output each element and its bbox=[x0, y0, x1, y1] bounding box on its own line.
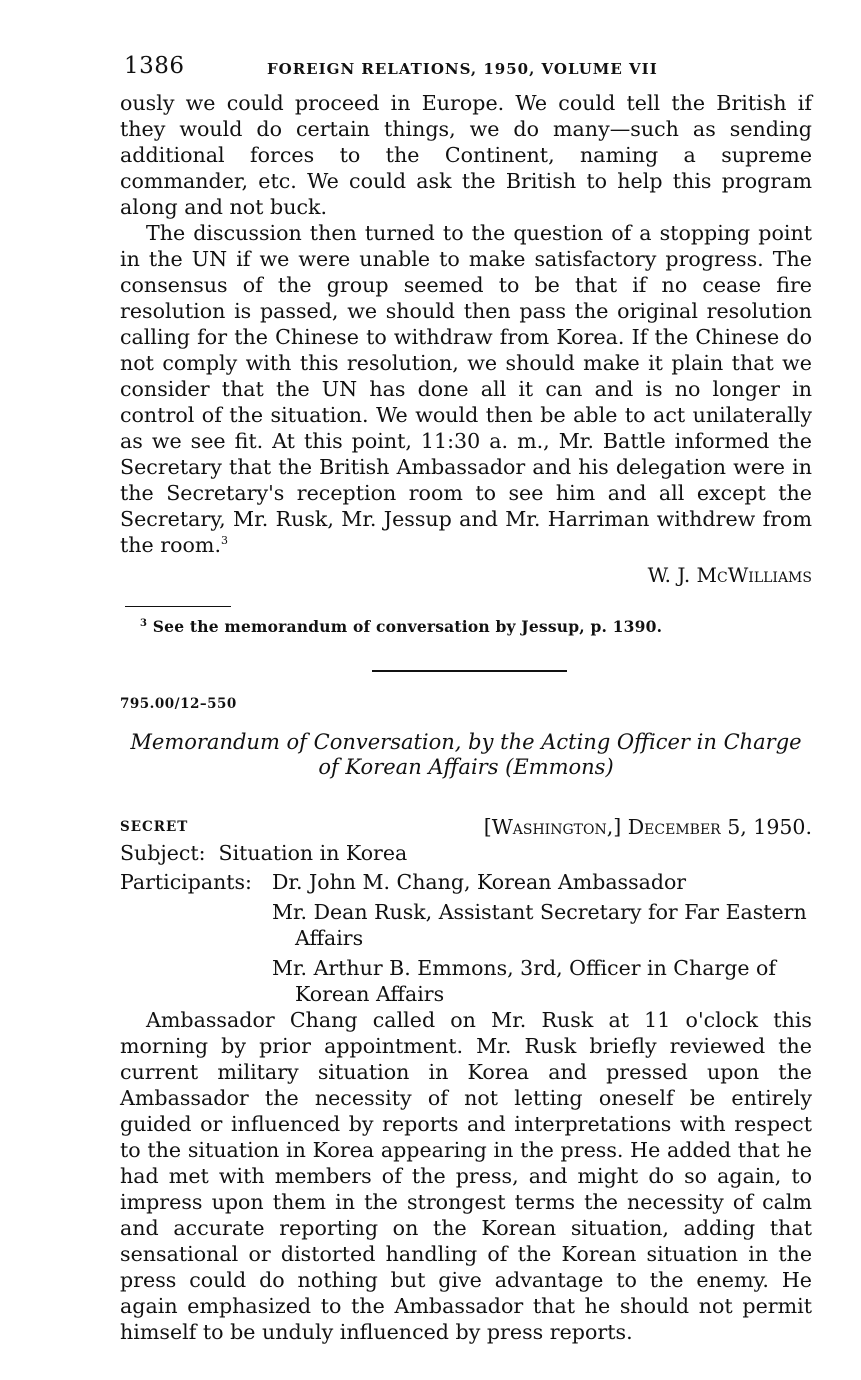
signature: W. J. McWilliams bbox=[647, 563, 812, 587]
footnote-reference: 3 bbox=[221, 534, 228, 548]
discussion-paragraph: The discussion then turned to the question of a stopping point in the UN if we were unable to make satisfactory progress. The consensus of the group seemed to be that if no cease fire resolution is passed, we should then pass the original resolution calling for the Chinese to withdraw from Korea. If the Chinese do not comply with this resolution, we should make it plain that we consider that the UN has done all it can and is no longer in control of the situation. We would then be able to act unilaterally as we see fit. At this point, 11:30 a. m., Mr. Battle informed the Secretary that the British Ambassador and his delegation were in the Secretary's reception room to see him and all except the Secretary, Mr. Rusk, Mr. Jessup and Mr. Harriman withdrew from the room.$^3$ bbox=[120, 221, 812, 557]
place-date: [Washington,] December 5, 1950. bbox=[483, 815, 812, 839]
document-title: Memorandum of Conversation, by the Acting Officer in Charge of Korean Affairs (Emmons) bbox=[130, 730, 802, 779]
participant-item: Mr. Arthur B. Emmons, 3rd, Officer in Charge of Korean Affairs bbox=[272, 956, 776, 1006]
document-page bbox=[120, 50, 812, 1345]
subject-value: Situation in Korea bbox=[218, 841, 408, 865]
classification-date-row bbox=[120, 814, 812, 840]
section-divider bbox=[372, 670, 567, 672]
footnote-text: See the memorandum of conversation by Jessup, p. 1390. bbox=[152, 617, 663, 636]
participant-item: Mr. Dean Rusk, Assistant Secretary for Far Eastern Affairs bbox=[272, 900, 807, 950]
subject-label: Subject: bbox=[120, 841, 206, 865]
continued-paragraph: ously we could proceed in Europe. We could tell the British if they would do certain things, we do many—such as sending additional forces to the Continent, naming a supreme commander, etc. We could ask the British to help this program along and not buck. bbox=[120, 91, 812, 219]
participants-block bbox=[120, 869, 812, 1007]
running-head bbox=[120, 50, 812, 90]
running-title: FOREIGN RELATIONS, 1950, VOLUME VII bbox=[267, 60, 658, 78]
file-number: 795.00/12–550 bbox=[120, 696, 237, 712]
memorandum-body: Ambassador Chang called on Mr. Rusk at 11 o'clock this morning by prior appointment. Mr. Rusk briefly reviewed the current military situation in Korea and pressed upon the Ambassador the necessity of not letting oneself be entirely guided or influenced by reports and interpretations with respect to the situation in Korea appearing in the press. He added that he had met with members of the press, and might do so again, to impress upon them in the strongest terms the necessity of calm and accurate reporting on the Korean situation, adding that sensational or distorted handling of the Korean situation in the press could do nothing but give advantage to the enemy. He again emphasized to the Ambassador that he should not permit himself to be unduly influenced by press reports. bbox=[120, 1008, 812, 1344]
participant-item: Dr. John M. Chang, Korean Ambassador bbox=[272, 870, 687, 894]
participants-label: Participants: bbox=[120, 870, 252, 894]
classification-label: SECRET bbox=[120, 819, 189, 835]
subject-row bbox=[120, 840, 812, 866]
footnote-divider bbox=[125, 606, 231, 607]
footnote bbox=[140, 617, 812, 636]
footnote-marker: 3 bbox=[140, 617, 148, 629]
participants-list bbox=[272, 869, 812, 1007]
page-number: 1386 bbox=[124, 53, 185, 79]
